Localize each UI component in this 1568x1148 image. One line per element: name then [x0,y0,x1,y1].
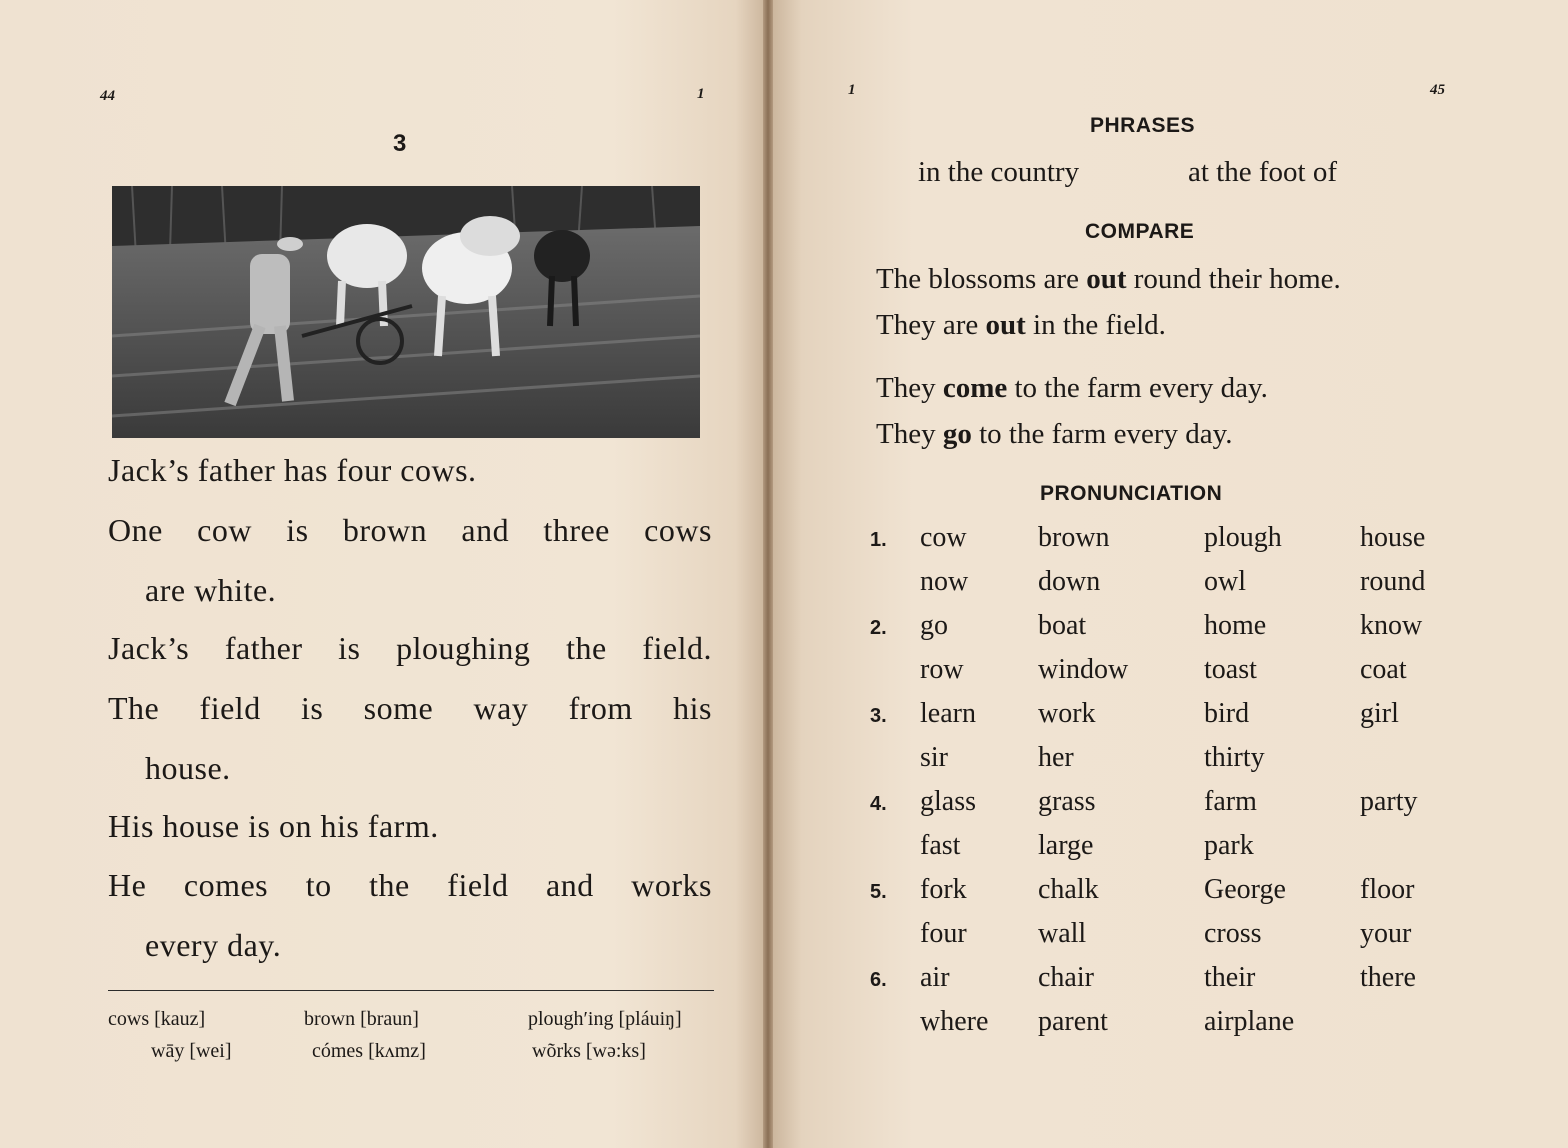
pron-key-comes: cómes [kʌmz] [312,1040,426,1062]
pron-word: boat [1038,610,1087,641]
story-word: brown [342,512,428,548]
story-word: works [631,867,712,903]
pron-word: cross [1204,918,1262,949]
right-section-mark: 1 [848,82,856,98]
compare-line-4 [876,418,1232,451]
story-word: field. [642,630,712,666]
pron-word: parent [1038,1006,1108,1037]
story-word: One [108,512,163,548]
book-gutter [763,0,773,1148]
compare-bold: go [942,418,972,450]
compare-text: round their home. [1126,263,1341,295]
story-line-5 [108,690,712,727]
pron-row [870,698,1470,742]
story-word: The [108,690,160,726]
compare-bold: out [1086,263,1127,295]
phrase-1: in the country [918,156,1080,188]
pron-number: 3. [870,705,887,727]
story-word: comes [183,867,269,903]
pron-row [870,874,1470,918]
pron-word: George [1204,874,1286,905]
pron-row [870,566,1470,610]
pron-row [870,1006,1470,1050]
compare-text: They [876,418,943,450]
story-line-9: every day. [145,927,282,963]
pron-word: floor [1360,874,1415,905]
pron-row [870,742,1470,786]
pron-key-cows: cows [kauz] [108,1008,206,1030]
ploughing-photo [112,186,700,438]
pron-word: park [1204,830,1254,861]
compare-bold: out [985,309,1026,341]
story-line-3: are white. [145,572,277,608]
pron-word: her [1038,742,1074,773]
pron-word: bird [1204,698,1250,729]
pron-word: owl [1204,566,1246,597]
pron-word: brown [1038,522,1110,553]
story-line-8 [108,867,712,904]
pron-key-way: wāy [wei] [151,1040,232,1062]
left-page [0,0,766,1148]
pron-word: their [1204,962,1256,993]
pron-word: party [1360,786,1418,817]
story-word: from [568,690,633,726]
phrases-heading: PHRASES [1090,114,1196,137]
compare-line-3 [876,372,1268,405]
story-line-4 [108,630,712,667]
compare-heading: COMPARE [1085,220,1195,243]
story-line-6: house. [145,750,231,786]
pron-word: thirty [1204,742,1265,773]
story-word: He [108,867,147,903]
pron-row [870,918,1470,962]
story-word: is [286,512,309,548]
pron-word: airplane [1204,1006,1295,1037]
pron-word: cow [920,522,967,553]
story-word: cows [644,512,712,548]
pron-word: large [1038,830,1094,861]
story-line-2 [108,512,712,549]
story-word: and [546,867,594,903]
pron-number: 4. [870,793,887,815]
pron-number: 5. [870,881,887,903]
pron-word: four [920,918,967,949]
story-word: father [224,630,303,666]
pron-word: girl [1360,698,1399,729]
pron-row [870,610,1470,654]
story-word: his [673,690,712,726]
compare-text: They are [876,309,986,341]
pron-key-ploughing: plough′ing [pláuiŋ] [528,1008,682,1030]
story-line-1: Jack’s father has four cows. [108,452,477,488]
pron-word: fork [920,874,967,905]
compare-text: They [876,372,943,404]
story-word: is [338,630,361,666]
pron-number: 6. [870,969,887,991]
pron-word: grass [1038,786,1096,817]
compare-line-1 [876,263,1341,296]
phrase-2: at the foot of [1188,156,1337,188]
pron-word: go [920,610,948,641]
story-word: Jack’s [108,630,190,666]
pron-word: sir [920,742,948,773]
pron-row [870,962,1470,1006]
story-word: the [369,867,410,903]
pron-word: down [1038,566,1101,597]
story-word: cow [197,512,252,548]
pron-word: plough [1204,522,1282,553]
pron-word: your [1360,918,1412,949]
pron-row [870,786,1470,830]
pron-word: wall [1038,918,1087,949]
pron-word: now [920,566,969,597]
lesson-number: 3 [393,130,407,157]
story-word: field [447,867,509,903]
story-word: is [300,690,324,726]
pron-word: window [1038,654,1129,685]
pron-word: air [920,962,950,993]
compare-bold: come [942,372,1008,404]
pron-word: row [920,654,964,685]
story-word: the [566,630,607,666]
story-word: and [461,512,510,548]
pron-word: chalk [1038,874,1099,905]
pron-number: 2. [870,617,887,639]
pron-row [870,654,1470,698]
compare-text: to the farm every day. [1007,372,1268,404]
pronunciation-heading: PRONUNCIATION [1040,482,1223,505]
pron-key-brown: brown [braun] [304,1008,419,1030]
left-page-number: 44 [100,88,115,104]
compare-text: to the farm every day. [971,418,1233,450]
pronunciation-table [870,522,1470,1050]
pron-word: where [920,1006,989,1037]
pron-row [870,830,1470,874]
right-page-number: 45 [1430,82,1445,98]
story-word: field [199,690,261,726]
pron-word: fast [920,830,961,861]
story-word: way [473,690,529,726]
pron-word: coat [1360,654,1407,685]
footnote-rule [108,990,714,991]
story-word: some [363,690,434,726]
pron-word: house [1360,522,1426,553]
story-word: to [305,867,332,903]
pron-word: farm [1204,786,1257,817]
pron-word: toast [1204,654,1257,685]
pron-key-works: wõrks [wə:ks] [532,1040,646,1062]
pron-word: home [1204,610,1267,641]
compare-text: in the field. [1025,309,1166,341]
story-word: ploughing [396,630,531,666]
pron-word: work [1038,698,1096,729]
pron-word: know [1360,610,1423,641]
story-word: three [543,512,610,548]
pron-word: learn [920,698,976,729]
compare-line-2 [876,309,1166,342]
pron-word: chair [1038,962,1094,993]
pron-row [870,522,1470,566]
left-section-mark: 1 [697,86,705,102]
pron-word: glass [920,786,976,817]
pron-word: round [1360,566,1426,597]
story-line-7: His house is on his farm. [108,808,439,844]
pron-number: 1. [870,529,887,551]
pron-word: there [1360,962,1416,993]
compare-text: The blossoms are [876,263,1087,295]
